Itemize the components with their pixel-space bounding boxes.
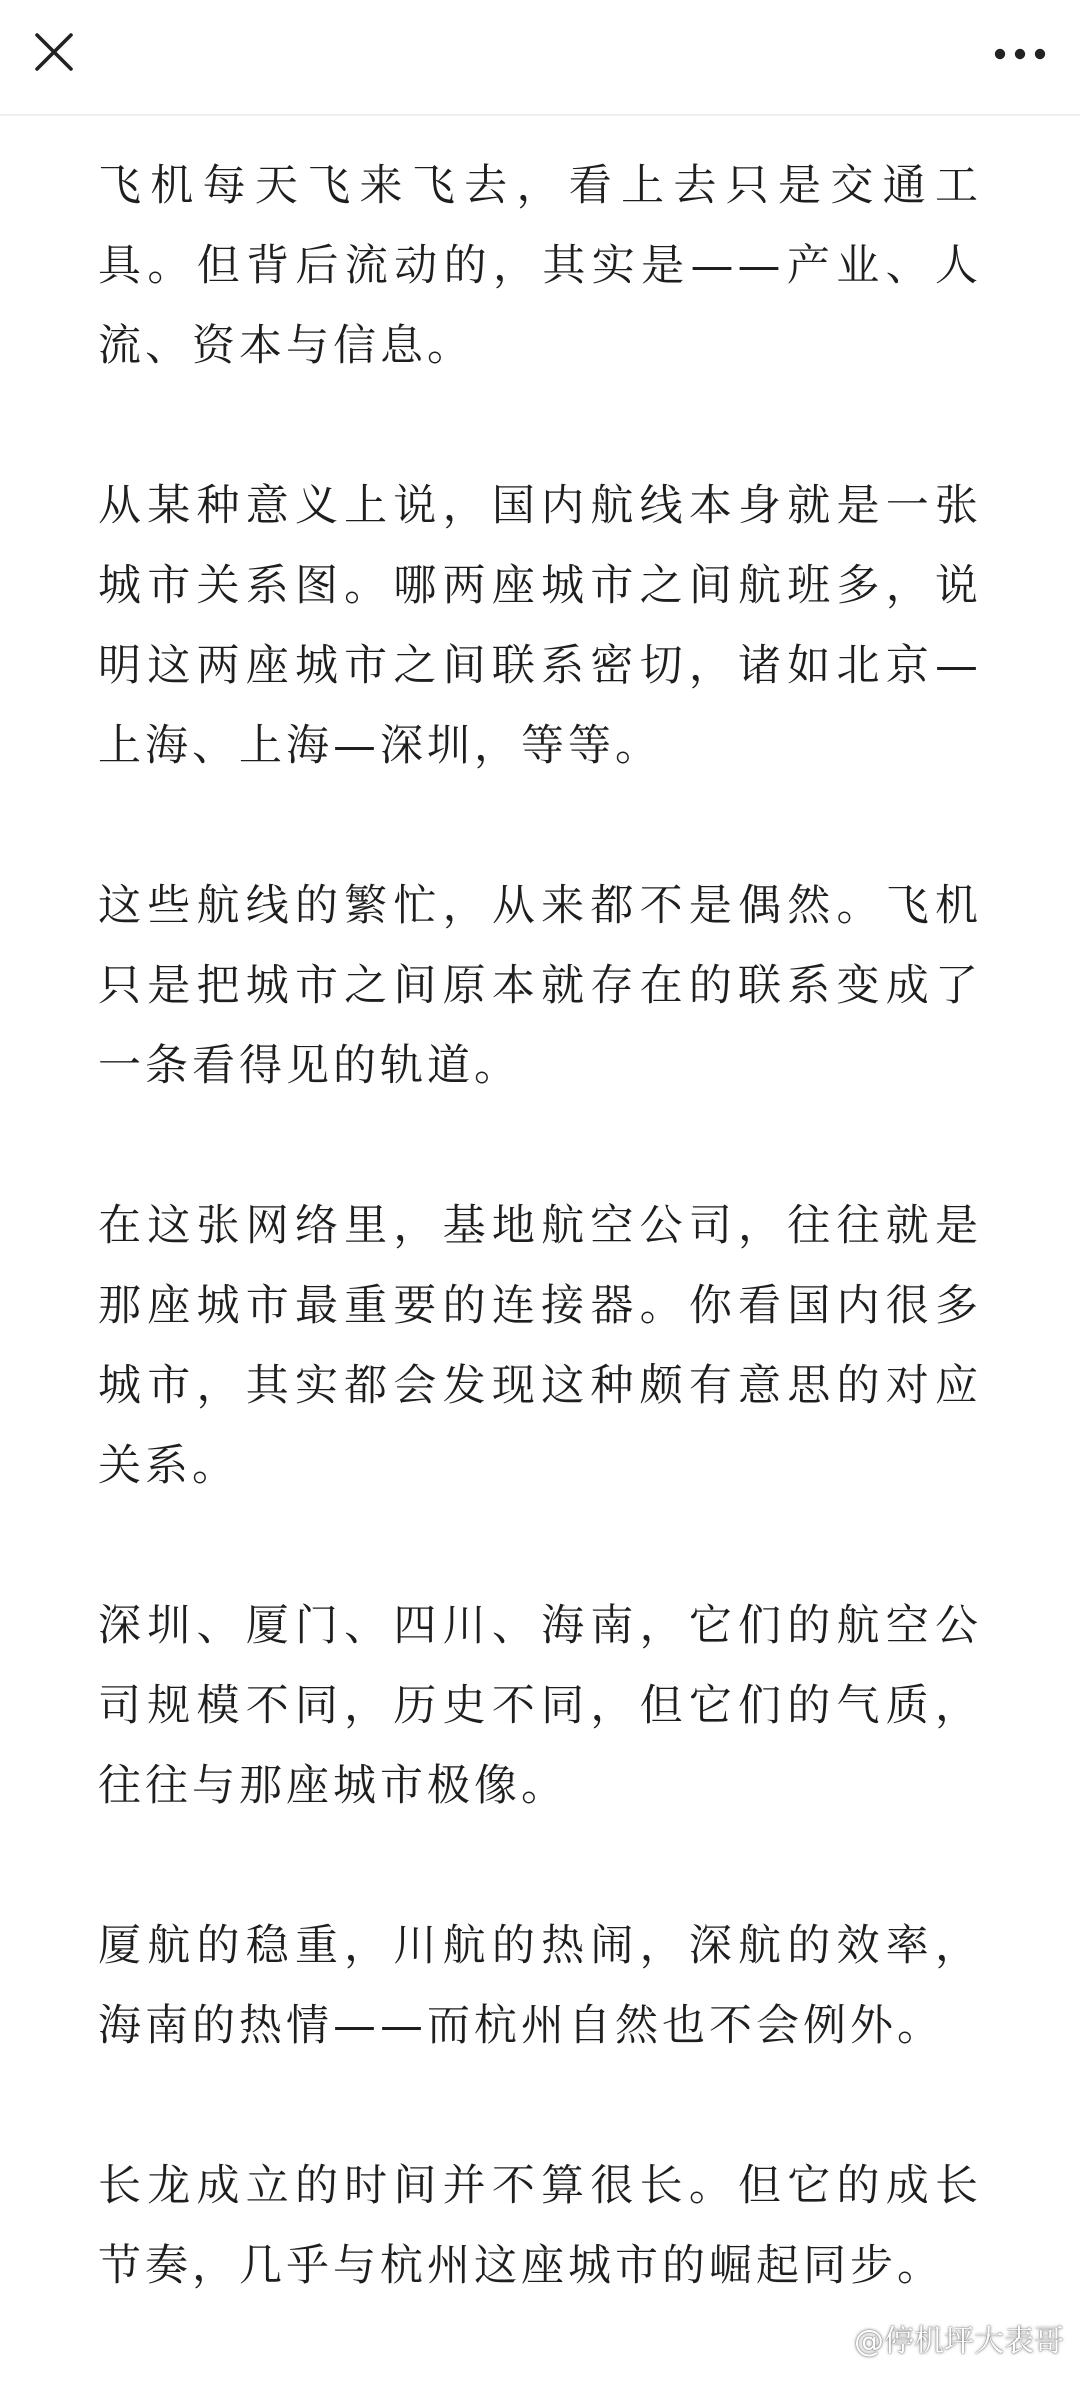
watermark xyxy=(814,2318,1064,2358)
weibo-logo-icon xyxy=(814,2324,848,2352)
close-button[interactable] xyxy=(22,22,86,86)
top-navigation-bar xyxy=(0,0,1080,116)
watermark-text: @停机坪大表哥 xyxy=(854,2324,1064,2359)
article-body xyxy=(98,146,982,2386)
article-paragraph: 在这张网络里，基地航空公司，往往就是那座城市最重要的连接器。你看国内很多城市，其实都会发现这种颇有意思的对应关系。 xyxy=(98,1201,982,1491)
article-paragraph: 长龙成立的时间并不算很长。但它的成长节奏，几乎与杭州这座城市的崛起同步。 xyxy=(98,2161,982,2291)
close-icon xyxy=(34,32,74,76)
article-paragraph: 深圳、厦门、四川、海南，它们的航空公司规模不同，历史不同，但它们的气质，往往与那座城市极像。 xyxy=(98,1601,982,1811)
article-paragraph: 厦航的稳重，川航的热闹，深航的效率，海南的热情——而杭州自然也不会例外。 xyxy=(98,1921,982,2051)
article-paragraph: 这些航线的繁忙，从来都不是偶然。飞机只是把城市之间原本就存在的联系变成了一条看得见的轨道。 xyxy=(98,881,982,1091)
article-paragraph: 从某种意义上说，国内航线本身就是一张城市关系图。哪两座城市之间航班多，说明这两座城市之间联系密切，诸如北京—上海、上海—深圳，等等。 xyxy=(98,481,982,771)
more-options-button[interactable] xyxy=(980,22,1060,86)
more-horizontal-icon xyxy=(994,45,1046,64)
article-paragraph: 飞机每天飞来飞去，看上去只是交通工具。但背后流动的，其实是——产业、人流、资本与信息。 xyxy=(98,161,982,371)
